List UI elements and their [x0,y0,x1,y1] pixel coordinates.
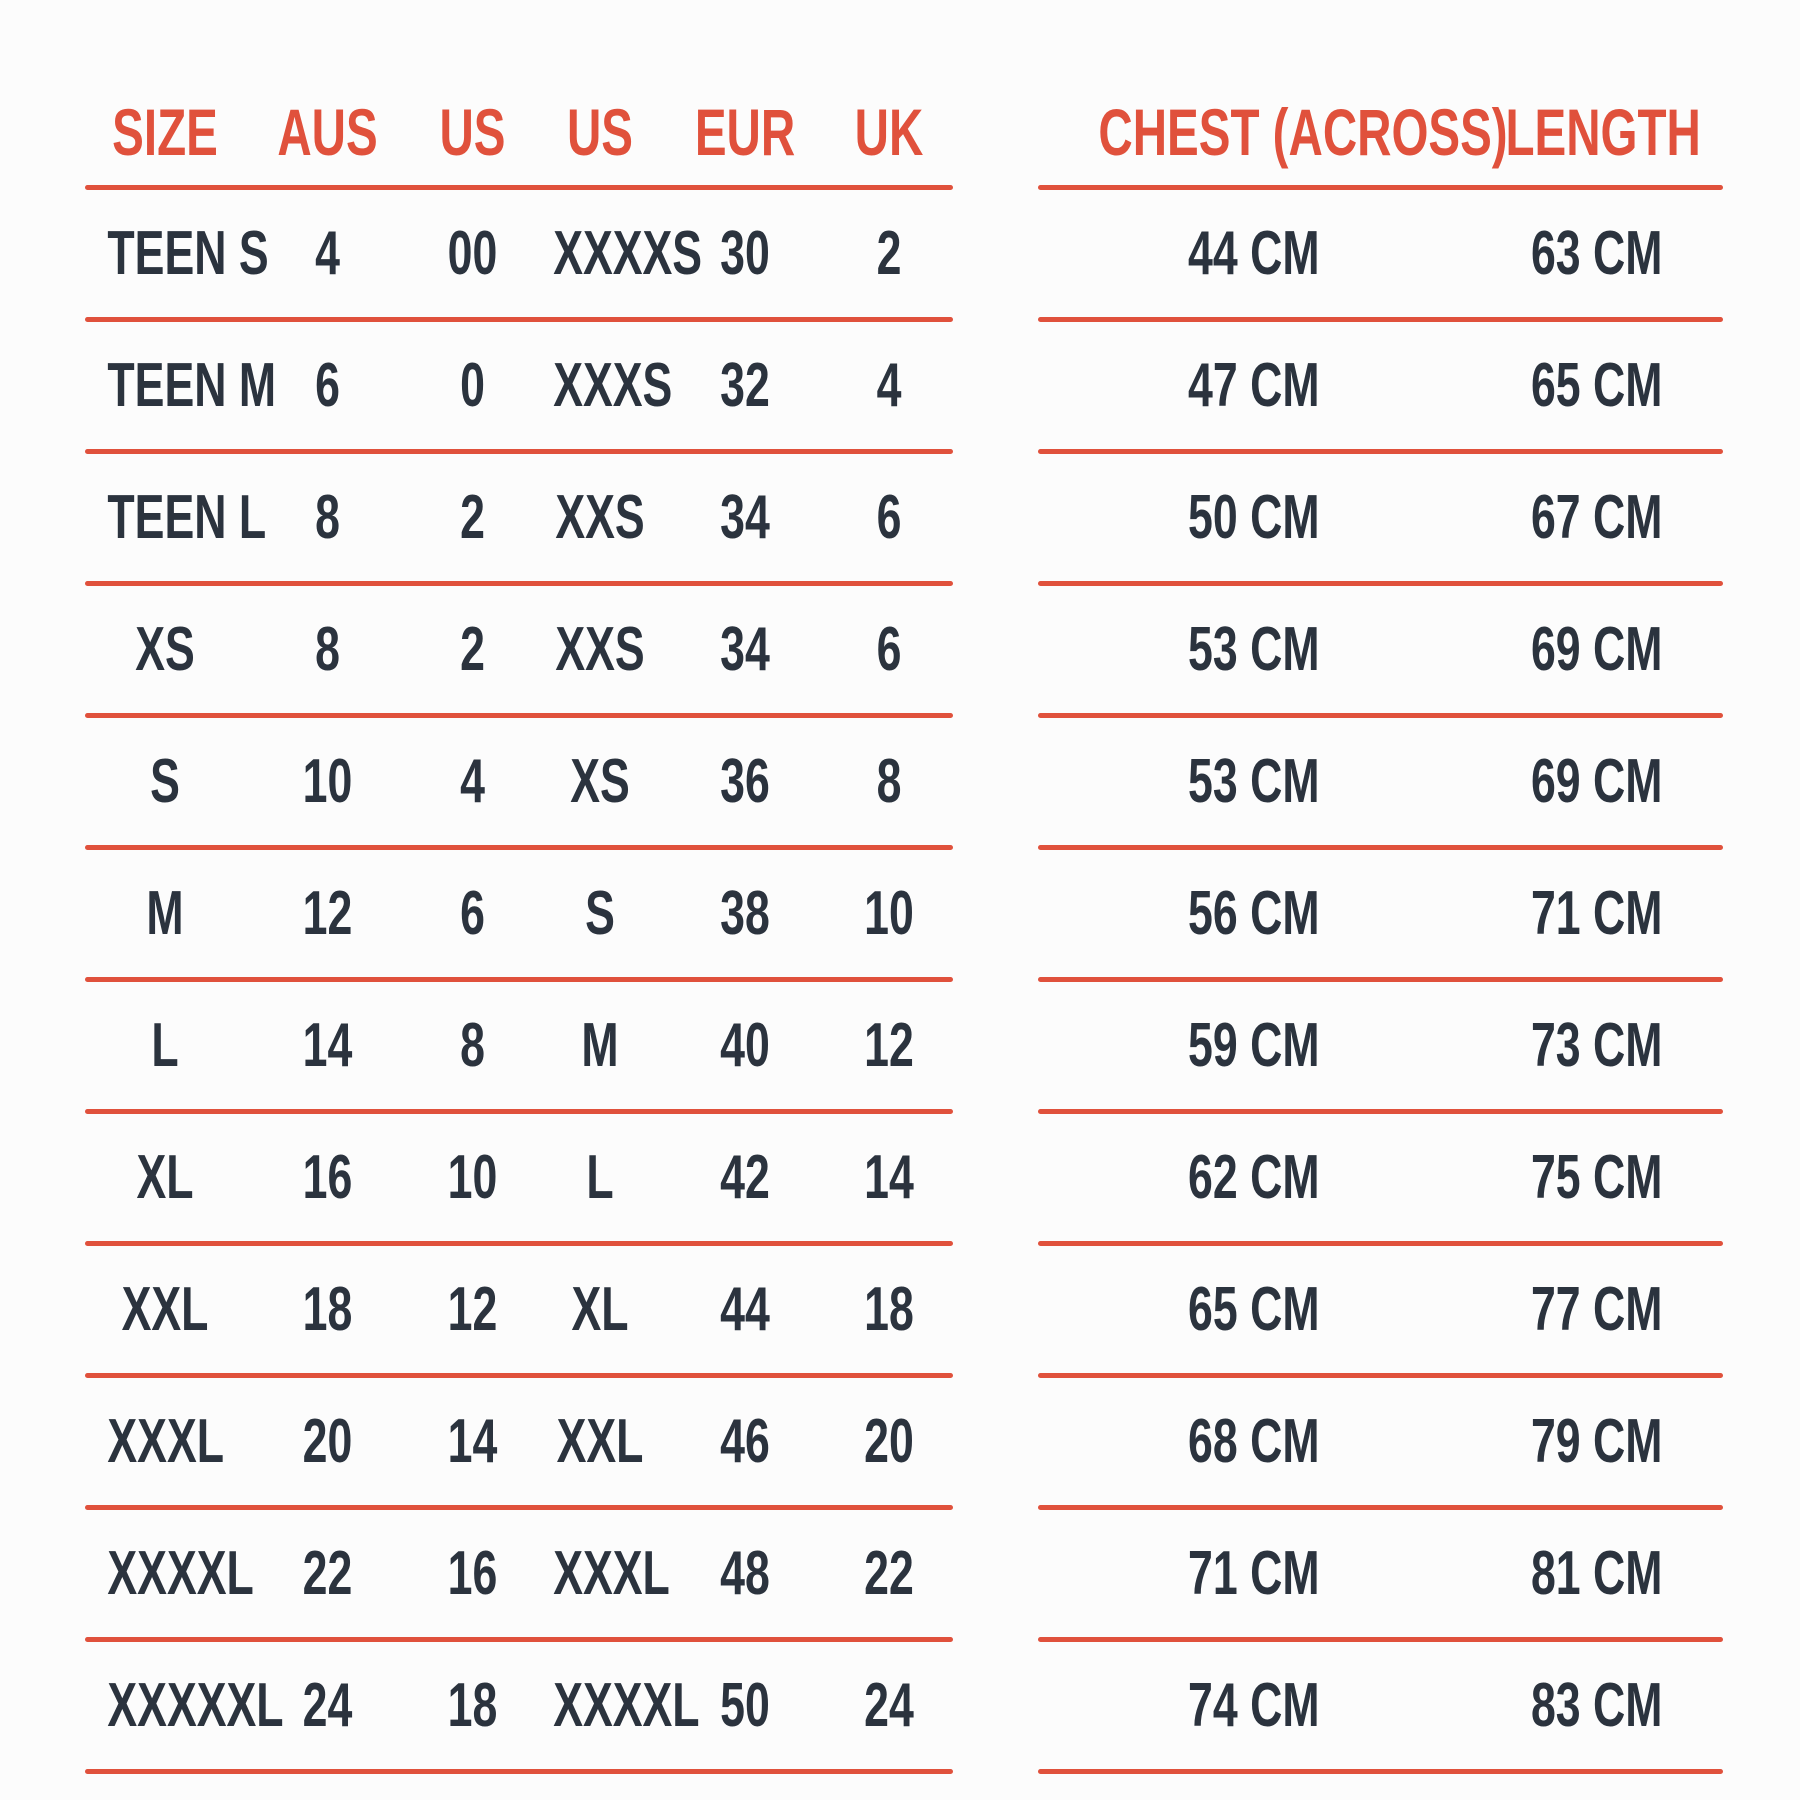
table-row [1038,454,1723,581]
table-row [85,1642,953,1769]
table-cell: 65 CM [1188,1274,1320,1344]
table-cell: 4 [876,350,902,420]
table-cell: 10 [447,1142,498,1212]
table-row [1038,1246,1723,1373]
table-cell: 00 [447,218,498,288]
table-cell: XXXL [107,1406,224,1476]
table-cell: 46 [720,1406,770,1476]
table-row [1038,718,1723,845]
table-row [85,1114,953,1241]
table-cell: 8 [876,746,902,816]
table-cell: 71 CM [1530,878,1662,948]
table-cell: 10 [864,878,914,948]
table-cell: 6 [876,614,902,684]
table-cell: 0 [460,350,485,420]
table-cell: M [146,878,184,948]
column-header-eur: EUR [694,94,796,169]
table-cell: 30 [720,218,770,288]
table-cell: 38 [720,878,770,948]
table-cell: XXXXXL [107,1670,284,1740]
table-cell: M [581,1010,619,1080]
table-row [85,1510,953,1637]
table-cell: 12 [302,878,353,948]
table-cell: 14 [302,1010,353,1080]
column-header-aus: AUS [277,94,378,169]
table-row [85,982,953,1109]
table-cell: L [151,1010,179,1080]
table-cell: 81 CM [1530,1538,1662,1608]
table-cell: 4 [460,746,485,816]
table-cell: 75 CM [1530,1142,1662,1212]
table-cell: S [585,878,615,948]
table-cell: 44 [720,1274,770,1344]
table-cell: 71 CM [1188,1538,1320,1608]
table-row [1038,322,1723,449]
row-divider [1038,1769,1723,1774]
measurement-table [1038,78,1723,1774]
table-cell: 73 CM [1530,1010,1662,1080]
table-cell: XL [136,1142,194,1212]
table-cell: 8 [315,614,340,684]
column-header-chest: CHEST (ACROSS) [1098,94,1508,169]
table-cell: 2 [876,218,902,288]
table-cell: 48 [720,1538,770,1608]
table-cell: S [150,746,180,816]
table-cell: 50 [720,1670,770,1740]
table-cell: 32 [720,350,770,420]
table-cell: 34 [720,614,770,684]
table-row [85,850,953,977]
table-cell: 47 CM [1188,350,1320,420]
table-cell: 2 [460,482,485,552]
row-divider [85,1769,953,1774]
table-cell: 63 CM [1530,218,1662,288]
table-cell: 34 [720,482,770,552]
table-cell: XXXS [553,350,673,420]
table-cell: 44 CM [1188,218,1320,288]
table-cell: 77 CM [1530,1274,1662,1344]
table-cell: L [586,1142,614,1212]
table-cell: XS [135,614,195,684]
table-cell: XL [571,1274,629,1344]
table-cell: TEEN M [107,350,277,420]
column-header-us-letter: US [566,94,634,169]
table-cell: TEEN L [107,482,267,552]
column-header-us-numeric: US [439,94,506,169]
table-cell: 53 CM [1188,746,1320,816]
tables-wrap [85,78,1800,1774]
table-cell: 10 [302,746,353,816]
table-cell: 8 [460,1010,485,1080]
table-cell: 22 [302,1538,353,1608]
table-cell: XXL [556,1406,644,1476]
table-cell: XXXL [553,1538,670,1608]
measurement-table-body [1038,190,1723,1774]
table-cell: 2 [460,614,485,684]
table-cell: 83 CM [1530,1670,1662,1740]
table-cell: 20 [302,1406,353,1476]
table-cell: 6 [315,350,340,420]
table-row [85,586,953,713]
table-cell: 79 CM [1530,1406,1662,1476]
table-row [85,718,953,845]
table-cell: XXXXL [107,1538,254,1608]
table-cell: XS [570,746,630,816]
table-cell: XXS [555,482,645,552]
table-row [85,454,953,581]
table-cell: 22 [864,1538,914,1608]
table-row [85,1378,953,1505]
table-cell: 18 [447,1670,498,1740]
table-cell: 12 [864,1010,914,1080]
table-cell: 74 CM [1188,1670,1320,1740]
column-header-size: SIZE [112,94,218,169]
table-cell: 14 [864,1142,914,1212]
table-cell: 12 [447,1274,498,1344]
table-cell: 50 CM [1188,482,1320,552]
size-table-body [85,190,953,1774]
table-cell: 40 [720,1010,770,1080]
table-cell: 67 CM [1530,482,1662,552]
table-row [1038,850,1723,977]
table-cell: 65 CM [1530,350,1662,420]
table-cell: 56 CM [1188,878,1320,948]
table-cell: 62 CM [1188,1142,1320,1212]
table-cell: 18 [864,1274,914,1344]
table-cell: 16 [302,1142,353,1212]
table-cell: TEEN S [107,218,269,288]
table-cell: 18 [302,1274,353,1344]
table-row [1038,1114,1723,1241]
table-cell: 4 [315,218,340,288]
table-cell: 36 [720,746,770,816]
size-conversion-table [85,78,953,1774]
column-header-length: LENGTH [1505,94,1701,169]
table-cell: 20 [864,1406,914,1476]
table-row [85,190,953,317]
table-cell: 24 [864,1670,914,1740]
table-cell: 14 [447,1406,498,1476]
table-row [1038,1378,1723,1505]
table-row [1038,586,1723,713]
table-row [85,322,953,449]
measurement-table-header-row [1038,78,1723,185]
column-header-uk: UK [854,94,924,169]
table-cell: 53 CM [1188,614,1320,684]
table-cell: 8 [315,482,340,552]
table-cell: 16 [447,1538,498,1608]
table-cell: 69 CM [1530,746,1662,816]
table-cell: 68 CM [1188,1406,1320,1476]
table-cell: 42 [720,1142,770,1212]
table-row [1038,1642,1723,1769]
table-row [1038,1510,1723,1637]
table-row [1038,982,1723,1109]
table-cell: XXL [121,1274,209,1344]
table-row [1038,190,1723,317]
table-cell: XXXXL [553,1670,700,1740]
table-cell: 6 [876,482,902,552]
table-cell: 59 CM [1188,1010,1320,1080]
table-cell: 6 [460,878,485,948]
table-cell: XXS [555,614,645,684]
table-cell: 69 CM [1530,614,1662,684]
table-cell: 24 [302,1670,353,1740]
size-table-header-row [85,78,953,185]
table-row [85,1246,953,1373]
table-cell: XXXXS [553,218,703,288]
